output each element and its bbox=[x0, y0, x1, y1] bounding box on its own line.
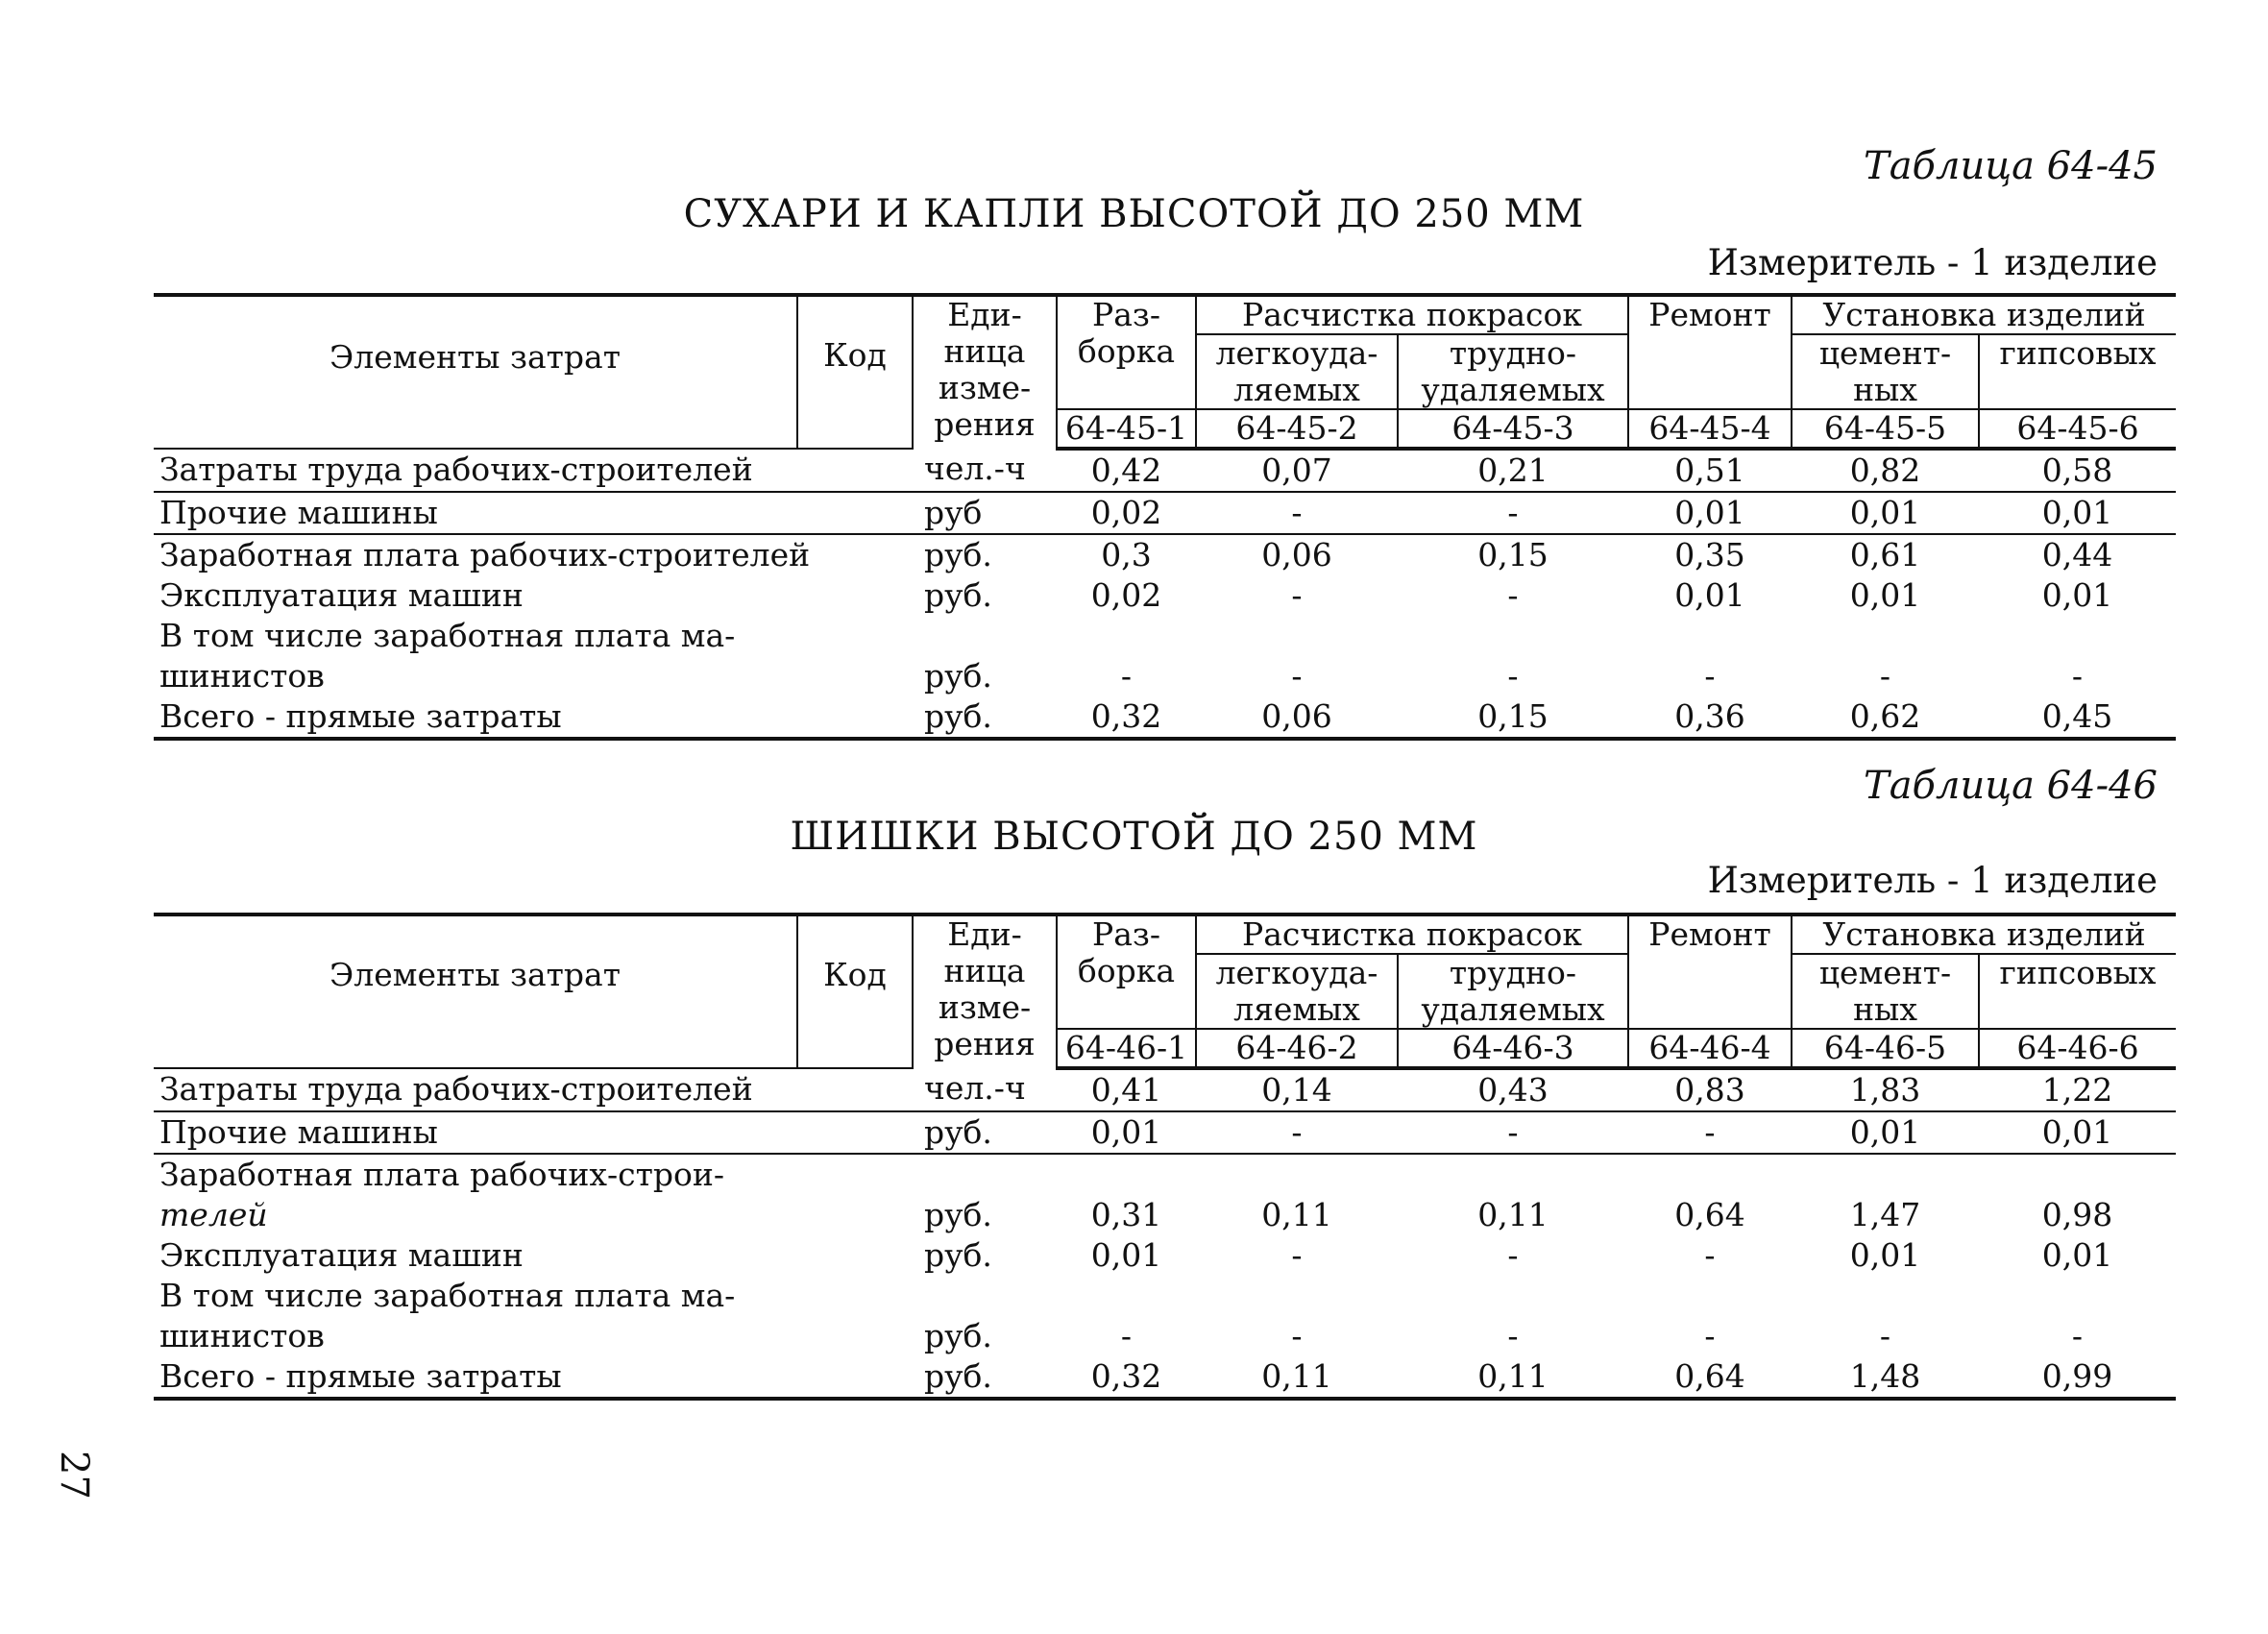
header-remont: Ремонт bbox=[1628, 295, 1792, 409]
cell-value: - bbox=[1704, 657, 1716, 695]
header-legko: легкоуда- ляемых bbox=[1196, 334, 1398, 409]
header-gips: гипсовых bbox=[1979, 334, 2176, 409]
cell-value: 0,51 bbox=[1628, 449, 1792, 492]
cell-value: 0,41 bbox=[1057, 1068, 1196, 1111]
row-name: Прочие машины bbox=[154, 1111, 797, 1154]
cell-value: 0,44 bbox=[2041, 536, 2113, 573]
row-name: Всего - прямые затраты bbox=[154, 696, 797, 739]
row-unit: чел.-ч bbox=[913, 449, 1057, 492]
code-col-3: 64-46-3 bbox=[1398, 1029, 1628, 1068]
header-remont: Ремонт bbox=[1628, 915, 1792, 1029]
row-name: Прочие машины bbox=[154, 492, 797, 534]
cell-value: 0,32 bbox=[1057, 1356, 1196, 1399]
row-name: В том числе заработная плата ма- шинистов bbox=[159, 1277, 736, 1354]
header-razborka: Раз- борка bbox=[1057, 295, 1196, 409]
cell-value: 0,11 bbox=[1398, 1356, 1628, 1399]
cell-value: 0,98 bbox=[2041, 1196, 2113, 1233]
cell-value: - bbox=[1291, 1317, 1303, 1354]
code-col-6: 64-45-6 bbox=[1979, 409, 2176, 449]
header-ustanovka: Установка изделий bbox=[1792, 295, 2176, 334]
measure-unit: Измеритель - 1 изделие bbox=[1707, 242, 2158, 283]
cell-value: 0,45 bbox=[1979, 696, 2176, 739]
table-row bbox=[154, 1235, 2176, 1276]
table-row bbox=[154, 534, 2176, 575]
header-cement: цемент- ных bbox=[1792, 334, 1979, 409]
cell-value: 0,15 bbox=[1477, 536, 1549, 573]
row-unit: руб. bbox=[924, 1196, 992, 1233]
header-unit: Еди- ница изме- рения bbox=[913, 295, 1057, 449]
row-unit: руб. bbox=[924, 536, 992, 573]
code-col-5: 64-45-5 bbox=[1792, 409, 1979, 449]
cell-value: - bbox=[1120, 657, 1133, 695]
table-row bbox=[154, 1111, 2176, 1154]
cell-value: - bbox=[1291, 1236, 1303, 1274]
row-name: Затраты труда рабочих-строителей bbox=[154, 449, 797, 492]
cell-value: - bbox=[1507, 1236, 1519, 1274]
cell-value: - bbox=[1879, 657, 1891, 695]
cell-value: - bbox=[1120, 1317, 1133, 1354]
cell-value: - bbox=[2071, 657, 2084, 695]
cell-value: 1,22 bbox=[1979, 1068, 2176, 1111]
cell-value: 0,35 bbox=[1674, 536, 1745, 573]
cell-value: - bbox=[1291, 576, 1303, 614]
cell-value: 0,01 bbox=[1979, 492, 2176, 534]
cell-value: 0,01 bbox=[1792, 492, 1979, 534]
cell-value: 0,01 bbox=[2041, 1236, 2113, 1274]
header-gips: гипсовых bbox=[1979, 954, 2176, 1029]
cost-table bbox=[154, 913, 2176, 1401]
cell-value: 0,01 bbox=[1674, 576, 1745, 614]
table-row bbox=[154, 1356, 2176, 1399]
table-label: Таблица 64-45 bbox=[1864, 144, 2158, 188]
header-raschistka: Расчистка покрасок bbox=[1196, 295, 1628, 334]
code-col-6: 64-46-6 bbox=[1979, 1029, 2176, 1068]
cell-value: - bbox=[1507, 1317, 1519, 1354]
header-trudno: трудно- удаляемых bbox=[1398, 954, 1628, 1029]
header-elements: Элементы затрат bbox=[154, 295, 797, 449]
header-cement: цемент- ных bbox=[1792, 954, 1979, 1029]
cell-value: 0,61 bbox=[1849, 536, 1921, 573]
cell-value: - bbox=[2071, 1317, 2084, 1354]
code-col-2: 64-46-2 bbox=[1196, 1029, 1398, 1068]
row-unit: чел.-ч bbox=[913, 1068, 1057, 1111]
cell-value: 1,47 bbox=[1849, 1196, 1921, 1233]
cell-value: - bbox=[1196, 492, 1398, 534]
cell-value: - bbox=[1704, 1236, 1716, 1274]
cell-value: 0,43 bbox=[1398, 1068, 1628, 1111]
row-unit: руб. bbox=[924, 1236, 992, 1274]
cell-value: - bbox=[1398, 492, 1628, 534]
header-ustanovka: Установка изделий bbox=[1792, 915, 2176, 954]
cell-value: 0,06 bbox=[1261, 536, 1332, 573]
cell-value: 0,01 bbox=[1628, 492, 1792, 534]
cell-value: 0,82 bbox=[1792, 449, 1979, 492]
table-row bbox=[154, 696, 2176, 739]
cell-value: 0,11 bbox=[1196, 1356, 1398, 1399]
cell-value: 0,32 bbox=[1057, 696, 1196, 739]
code-col-1: 64-45-1 bbox=[1057, 409, 1196, 449]
cell-value: 0,02 bbox=[1057, 492, 1196, 534]
cell-value: - bbox=[1507, 576, 1519, 614]
cell-value: - bbox=[1507, 657, 1519, 695]
cell-value: 0,01 bbox=[2041, 576, 2113, 614]
cell-value: 0,02 bbox=[1090, 576, 1162, 614]
table-row bbox=[154, 1154, 2176, 1235]
cell-value: 0,01 bbox=[1849, 576, 1921, 614]
header-code: Код bbox=[797, 915, 913, 1068]
cell-value: 0,21 bbox=[1398, 449, 1628, 492]
code-col-5: 64-46-5 bbox=[1792, 1029, 1979, 1068]
cell-value: 0,06 bbox=[1196, 696, 1398, 739]
code-col-4: 64-46-4 bbox=[1628, 1029, 1792, 1068]
table-label: Таблица 64-46 bbox=[1864, 764, 2158, 808]
cell-value: 0,01 bbox=[1057, 1111, 1196, 1154]
cell-value: 0,07 bbox=[1196, 449, 1398, 492]
cell-value: 0,01 bbox=[1792, 1111, 1979, 1154]
row-name: Заработная плата рабочих-строи- телей bbox=[159, 1156, 725, 1233]
header-legko: легкоуда- ляемых bbox=[1196, 954, 1398, 1029]
code-col-1: 64-46-1 bbox=[1057, 1029, 1196, 1068]
cell-value: 0,01 bbox=[1979, 1111, 2176, 1154]
table-title: СУХАРИ И КАПЛИ ВЫСОТОЙ ДО 250 ММ bbox=[683, 192, 1585, 236]
cell-value: 0,83 bbox=[1628, 1068, 1792, 1111]
cell-value: 0,01 bbox=[1849, 1236, 1921, 1274]
code-col-2: 64-45-2 bbox=[1196, 409, 1398, 449]
row-name: Эксплуатация машин bbox=[159, 576, 524, 614]
row-unit: руб. bbox=[924, 576, 992, 614]
table-row bbox=[154, 492, 2176, 534]
row-name: Затраты труда рабочих-строителей bbox=[154, 1068, 797, 1111]
cell-value: - bbox=[1398, 1111, 1628, 1154]
cell-value: - bbox=[1879, 1317, 1891, 1354]
row-unit: руб. bbox=[924, 657, 992, 695]
row-unit: руб. bbox=[913, 1111, 1057, 1154]
cell-value: - bbox=[1291, 657, 1303, 695]
row-unit: руб. bbox=[913, 696, 1057, 739]
cell-value: 0,42 bbox=[1057, 449, 1196, 492]
cell-value: 0,58 bbox=[1979, 449, 2176, 492]
header-code: Код bbox=[797, 295, 913, 449]
page-number: 27 bbox=[52, 1451, 96, 1500]
header-elements: Элементы затрат bbox=[154, 915, 797, 1068]
table-row bbox=[154, 449, 2176, 492]
table-row bbox=[154, 575, 2176, 616]
cell-value: 0,64 bbox=[1628, 1356, 1792, 1399]
row-name: Всего - прямые затраты bbox=[154, 1356, 797, 1399]
cell-value: 0,01 bbox=[1090, 1236, 1162, 1274]
row-name: Эксплуатация машин bbox=[159, 1236, 524, 1274]
header-razborka: Раз- борка bbox=[1057, 915, 1196, 1029]
cell-value: 0,11 bbox=[1477, 1196, 1549, 1233]
cell-value: 0,3 bbox=[1101, 536, 1152, 573]
cell-value: 1,83 bbox=[1792, 1068, 1979, 1111]
cost-table bbox=[154, 293, 2176, 741]
cell-value: 0,99 bbox=[1979, 1356, 2176, 1399]
cell-value: 0,31 bbox=[1090, 1196, 1162, 1233]
cell-value: 0,15 bbox=[1398, 696, 1628, 739]
cell-value: - bbox=[1628, 1111, 1792, 1154]
header-raschistka: Расчистка покрасок bbox=[1196, 915, 1628, 954]
cell-value: 0,36 bbox=[1628, 696, 1792, 739]
cell-value: 0,62 bbox=[1792, 696, 1979, 739]
cell-value: - bbox=[1704, 1317, 1716, 1354]
row-unit: руб. bbox=[913, 1356, 1057, 1399]
code-col-4: 64-45-4 bbox=[1628, 409, 1792, 449]
header-unit: Еди- ница изме- рения bbox=[913, 915, 1057, 1068]
measure-unit: Измеритель - 1 изделие bbox=[1707, 860, 2158, 901]
row-unit: руб. bbox=[924, 1317, 992, 1354]
table-row bbox=[154, 616, 2176, 696]
row-name: Заработная плата рабочих-строителей bbox=[159, 536, 811, 573]
header-trudno: трудно- удаляемых bbox=[1398, 334, 1628, 409]
row-name: В том числе заработная плата ма- шинистов bbox=[159, 617, 736, 695]
table-row bbox=[154, 1068, 2176, 1111]
cell-value: 0,64 bbox=[1674, 1196, 1745, 1233]
cell-value: 0,11 bbox=[1261, 1196, 1332, 1233]
row-unit: руб bbox=[913, 492, 1057, 534]
table-row bbox=[154, 1276, 2176, 1356]
cell-value: 1,48 bbox=[1792, 1356, 1979, 1399]
code-col-3: 64-45-3 bbox=[1398, 409, 1628, 449]
cell-value: - bbox=[1196, 1111, 1398, 1154]
cell-value: 0,14 bbox=[1196, 1068, 1398, 1111]
table-title: ШИШКИ ВЫСОТОЙ ДО 250 ММ bbox=[790, 815, 1478, 859]
